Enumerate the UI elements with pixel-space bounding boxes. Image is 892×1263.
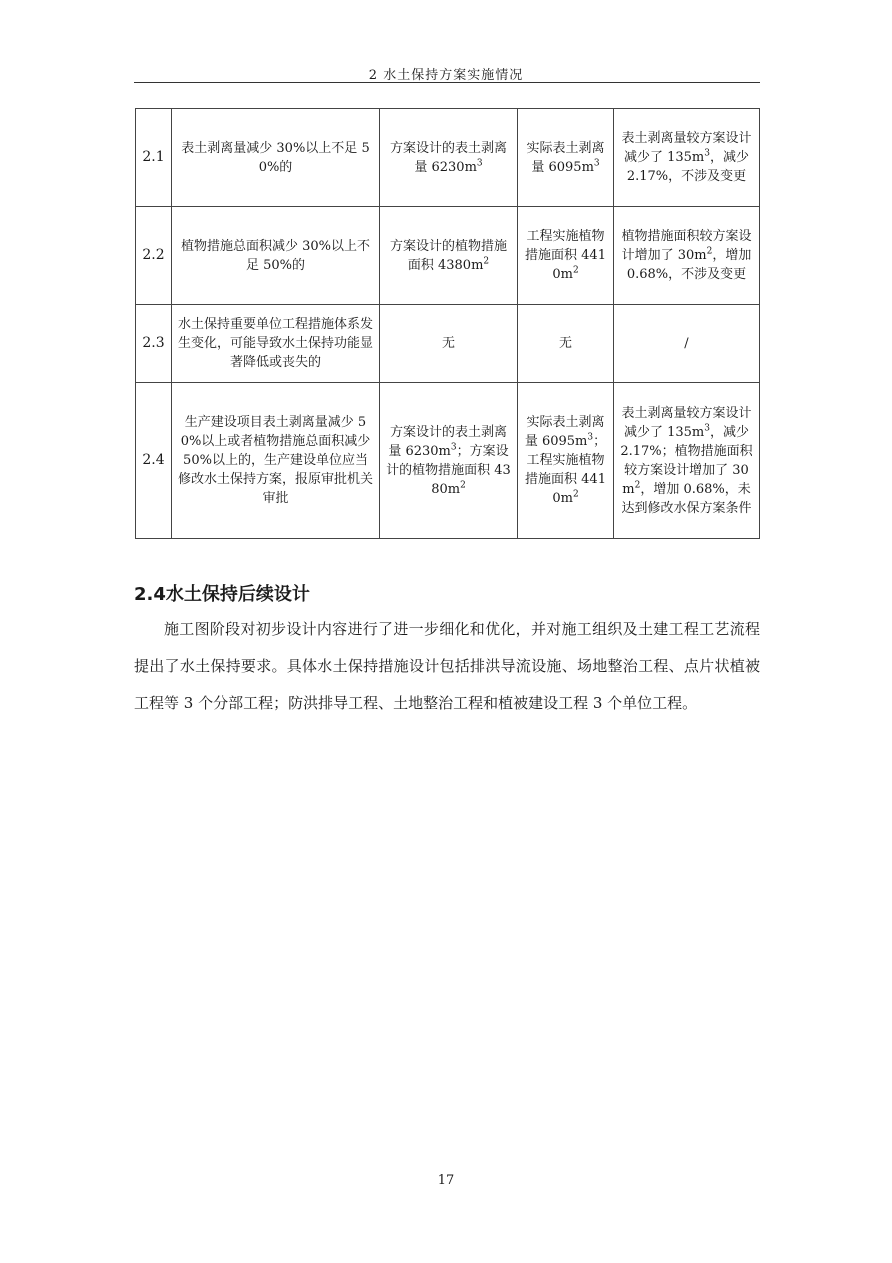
table-row xyxy=(136,383,760,539)
header-rule xyxy=(134,82,760,83)
table-row xyxy=(136,305,760,383)
result-cell: / xyxy=(614,305,760,383)
result-cell: 表土剥离量较方案设计减少了 $135m^3$，减少 2.17%，不涉及变更 xyxy=(614,109,760,207)
row-number: 2.4 xyxy=(136,383,172,539)
table-row xyxy=(136,109,760,207)
actual-cell: 无 xyxy=(518,305,614,383)
actual-cell: 实际表土剥离量 $6095m^3$；工程实施植物措施面积 $4410m^2$ xyxy=(518,383,614,539)
condition-cell: 生产建设项目表土剥离量减少 50%以上或者植物措施总面积减少 50%以上的，生产建设单位应当修改水土保持方案，报原审批机关审批 xyxy=(172,383,380,539)
row-number: 2.2 xyxy=(136,207,172,305)
section-heading: 2.4水土保持后续设计 xyxy=(134,584,310,605)
section-paragraph: 施工图阶段对初步设计内容进行了进一步细化和优化，并对施工组织及土建工程工艺流程提出了水土保持要求。具体水土保持措施设计包括排洪导流设施、场地整治工程、点片状植被工程等 3 个分部工程；防洪排导工程、土地整治工程和植被建设工程 3 个单位工程。 xyxy=(134,620,760,712)
actual-cell: 工程实施植物措施面积 $4410m^2$ xyxy=(518,207,614,305)
design-cell: 方案设计的表土剥离量 $6230m^3$ xyxy=(380,109,518,207)
page-number: 17 xyxy=(437,1173,455,1188)
criteria-table xyxy=(135,108,760,539)
row-number: 2.1 xyxy=(136,109,172,207)
actual-cell: 实际表土剥离量 $6095m^3$ xyxy=(518,109,614,207)
table-row xyxy=(136,207,760,305)
design-cell: 方案设计的植物措施面积 $4380m^2$ xyxy=(380,207,518,305)
design-cell: 方案设计的表土剥离量 $6230m^3$；方案设计的植物措施面积 $4380m^2$ xyxy=(380,383,518,539)
condition-cell: 表土剥离量减少 30%以上不足 50%的 xyxy=(172,109,380,207)
result-cell: 表土剥离量较方案设计减少了 $135m^3$，减少 2.17%；植物措施面积较方案设计增加了 $30m^2$，增加 0.68%，未达到修改水保方案条件 xyxy=(614,383,760,539)
design-cell: 无 xyxy=(380,305,518,383)
result-cell: 植物措施面积较方案设计增加了 $30m^2$，增加 0.68%，不涉及变更 xyxy=(614,207,760,305)
condition-cell: 植物措施总面积减少 30%以上不足 50%的 xyxy=(172,207,380,305)
condition-cell: 水土保持重要单位工程措施体系发生变化，可能导致水土保持功能显著降低或丧失的 xyxy=(172,305,380,383)
row-number: 2.3 xyxy=(136,305,172,383)
running-header: 2 水土保持方案实施情况 xyxy=(368,68,524,83)
